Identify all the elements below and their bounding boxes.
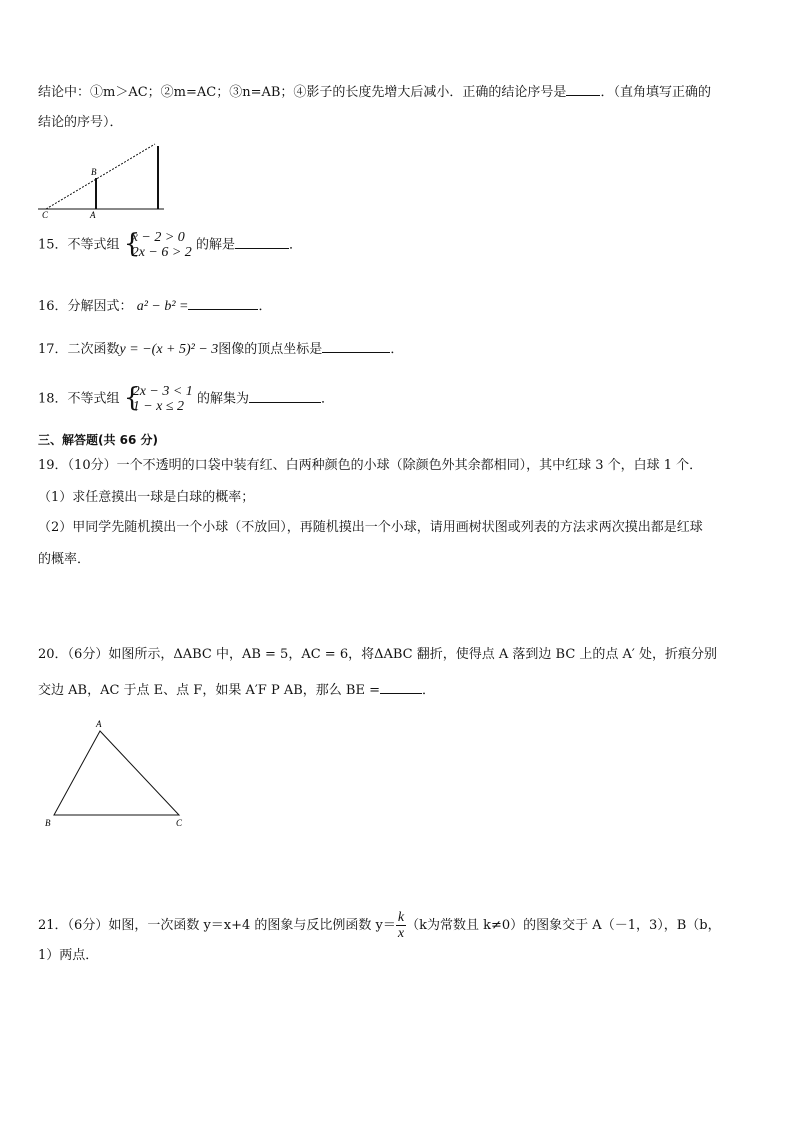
q18-prefix: 18．不等式组	[38, 391, 120, 407]
q20-line1: 20．（6分）如图所示，ΔABC 中，AB = 5，AC = 6，将ΔABC 翻折，使得点 A 落到边 BC 上的点 A′ 处，折痕分别	[38, 647, 718, 662]
q15: 15．不等式组 { x − 2 > 0 2x − 6 > 2 的解是 ．	[38, 229, 302, 260]
q21-fraction: $\frac{k}{x}$	[397, 910, 405, 941]
q19-line1: 19．（10分）一个不透明的口袋中装有红、白两种颜色的小球（除颜色外其余都相同），其中红球 3 个，白球 1 个．	[38, 458, 703, 473]
q18: 18．不等式组 { 2x − 3 < 1 1 − x ≤ 2 的解集为 ．	[38, 383, 334, 414]
q14-answer-blank[interactable]	[566, 83, 600, 96]
q14-line1	[38, 83, 711, 101]
q15-eq2: 2x − 6 > 2	[131, 245, 192, 260]
light-ray	[46, 144, 155, 209]
label-c: C	[176, 818, 183, 828]
q14-line2: 结论的序号）．	[38, 115, 123, 130]
q20-answer-blank[interactable]	[380, 681, 422, 694]
q16: 16．分解因式： a² − b² = ．	[38, 299, 272, 314]
q19-line3: （2）甲同学先随机摸出一个小球（不放回），再随机摸出一个小球，请用画树状图或列表的方法求两次摸出都是红球	[38, 520, 703, 535]
q14-figure	[36, 138, 168, 220]
q18-system: { 2x − 3 < 1 1 − x ≤ 2	[123, 383, 193, 414]
q20-triangle-figure	[42, 718, 192, 830]
label-c: C	[42, 210, 49, 220]
q20-line2: 交边 AB，AC 于点 E、点 F，如果 A′F P AB，那么 BE = ．	[38, 683, 435, 698]
label-a: A	[96, 719, 102, 729]
q17-expr: y = −(x + 5)² − 3	[119, 342, 219, 357]
q15-answer-blank[interactable]	[235, 236, 289, 249]
q15-eq1: x − 2 > 0	[131, 230, 185, 245]
q18-suffix: 的解集为	[196, 391, 249, 407]
q17-suffix: 图像的顶点坐标是	[218, 342, 323, 357]
q21-line1: 21．（6分）如图，一次函数 y＝x+4 的图象与反比例函数 y＝ $\frac{k}{x}$ （k为常数且 k≠0）的图象交于 A（－1，3），B（b，	[38, 910, 721, 941]
q18-eq1: 2x − 3 < 1	[132, 384, 193, 399]
section-heading: 三、解答题(共 66 分)	[38, 433, 159, 447]
q17-prefix: 17．二次函数	[38, 342, 120, 357]
label-b: B	[91, 167, 97, 177]
q18-answer-blank[interactable]	[249, 390, 321, 403]
q19-line2: （1）求任意摸出一球是白球的概率；	[38, 490, 255, 505]
q17: 17．二次函数y = −(x + 5)² − 3图像的顶点坐标是 ．	[38, 342, 404, 357]
triangle-abc	[54, 731, 179, 815]
q17-answer-blank[interactable]	[322, 340, 390, 353]
q16-answer-blank[interactable]	[188, 297, 258, 310]
q15-system: { x − 2 > 0 2x − 6 > 2	[123, 229, 192, 260]
q16-expr: a² − b² =	[136, 299, 189, 314]
q16-prefix: 16．分解因式：	[38, 299, 133, 314]
q15-prefix: 15．不等式组	[38, 237, 120, 253]
label-a: A	[90, 210, 96, 220]
q21-line2: 1）两点．	[38, 948, 99, 963]
q19-line4: 的概率．	[38, 552, 91, 567]
q14-text: 结论中：①m＞AC；②m=AC；③n=AB；④影子的长度先增大后减小．正确的结论序号是	[38, 85, 567, 100]
q15-suffix: 的解是	[195, 237, 235, 253]
label-b: B	[45, 818, 51, 828]
q18-eq2: 1 − x ≤ 2	[132, 399, 185, 414]
q14-text-end: ．（直角填写正确的	[600, 85, 711, 100]
